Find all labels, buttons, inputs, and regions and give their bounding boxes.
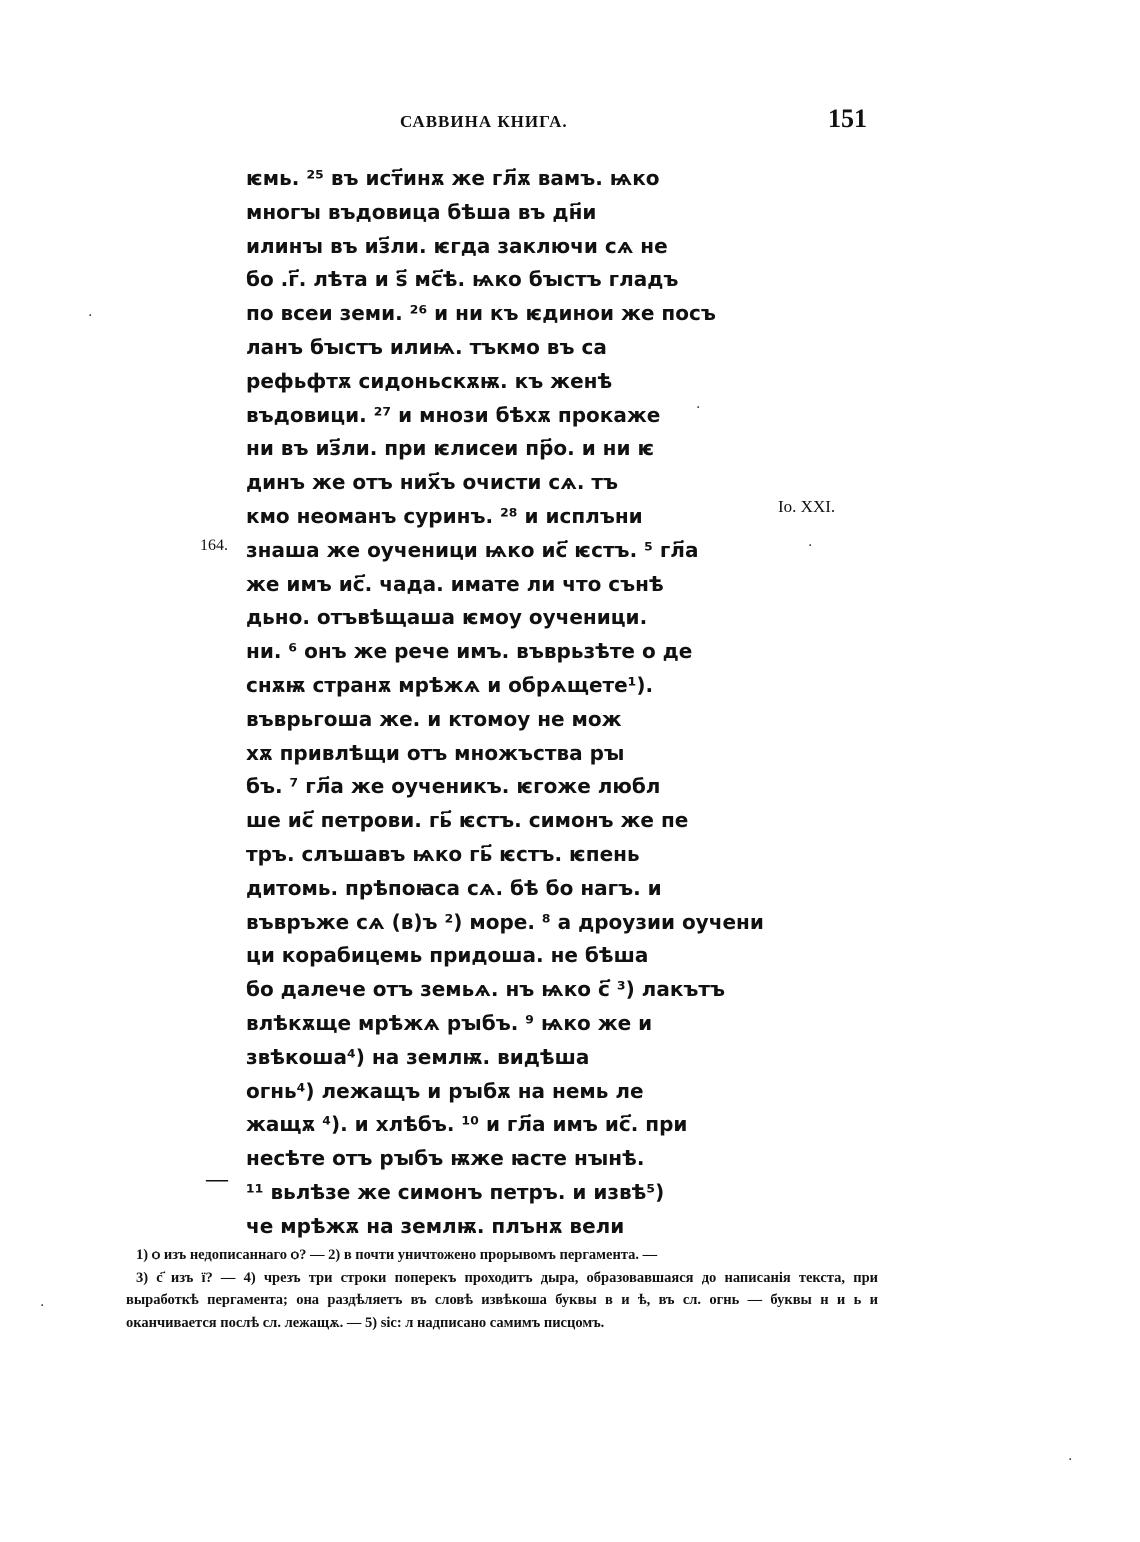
text-line: бо далече отъ земьѧ. нъ ѩко с҃ ³) лакътъ <box>246 977 726 1002</box>
text-line: дьно. отъвѣщаша ѥмоу оученици. <box>246 605 648 630</box>
text-line: въвръже сѧ (в)ъ ²) море. ⁸ а дроузии оучени <box>246 909 764 934</box>
text-line: ци корабицемь придоша. не бѣша <box>246 943 649 968</box>
text-line: ланъ бꙑстъ илиѩ. тъкмо въ са <box>246 334 607 359</box>
text-line: же имъ ис҃. чада. имате ли что сънѣ <box>246 571 664 596</box>
text-line: ¹¹ вьлѣзе же симонъ петръ. и извѣ⁵) <box>246 1179 665 1204</box>
footnote: 3) с҃ изъ ї? — 4) чрезъ три строки поперекъ проходитъ дыра, образовавшаяся до написанія текста, при выработкѣ пергамента; она раздѣляетъ въ словѣ извѣкоша буквы в и ѣ, въ сл. огнь — буквы н и ь и оканчивается послѣ сл. лежащѫ. — 5) sic: л надписано самимъ писцомъ. <box>126 1269 878 1331</box>
text-line: ни въ из҃ли. при ѥлисеи пр҃о. и ни ѥ <box>246 436 655 461</box>
text-line: несѣте отъ рꙑбъ ѭже ꙗсте нꙑнѣ. <box>246 1146 645 1171</box>
text-line: знаша же оученици ѩко ис҃ ѥстъ. ⁵ гл҃а <box>246 537 699 562</box>
text-line: че мрѣжѫ на землѭ. плънѫ вели <box>246 1213 625 1238</box>
running-head: САВВИНА КНИГА. <box>400 112 568 131</box>
text-line: жащѫ ⁴). и хлѣбъ. ¹⁰ и гл҃а имъ ис҃. при <box>246 1112 688 1137</box>
scan-speck: · <box>88 308 93 324</box>
text-line: въврьгоша же. и ктомоу не мож <box>246 706 622 731</box>
footnote: 1) ѻ изъ недописаннаго ѻ? — 2) в почти уничтожено прорывомъ пергамента. — <box>136 1247 658 1263</box>
text-line: тръ. слъшавъ ѩко гь҃ ѥстъ. ѥпень <box>246 841 640 866</box>
text-line: динъ же отъ них҃ъ очисти сѧ. тъ <box>246 470 619 495</box>
manuscript-line-marker: 164. <box>200 537 228 554</box>
text-line: ни. ⁶ онъ же рече имъ. въврьзѣте о де <box>246 639 693 664</box>
scan-speck: · <box>1068 1452 1073 1468</box>
text-line: бо .г҃. лѣта и ѕ҃ мс҃ѣ. ѩко бꙑстъ гладъ <box>246 267 679 292</box>
text-line: по всеи земи. ²⁶ и ни къ ѥдинои же посъ <box>246 301 716 326</box>
text-line: ѥмь. ²⁵ въ ист҃инѫ же гл҃ѫ вамъ. ѩко <box>246 166 660 190</box>
scan-speck: · <box>808 538 813 554</box>
text-line: ше ис҃ петрови. гь҃ ѥстъ. симонъ же пе <box>246 808 689 833</box>
text-line: многꙑ въдовица бѣша въ дн҃и <box>246 199 597 224</box>
text-line: бъ. ⁷ гл҃а же оученикъ. ѥгоже любл <box>246 774 661 799</box>
scan-speck: · <box>696 400 701 416</box>
text-line: влѣкѫще мрѣжѧ рꙑбъ. ⁹ ѩко же и <box>246 1010 653 1035</box>
text-line: звѣкоша⁴) на землѭ. видѣша <box>246 1044 590 1069</box>
text-line: снѫѭ странѫ мрѣжѧ и обрѧщете¹). <box>246 672 654 697</box>
text-line: дитомь. прѣпоꙗса сѧ. бѣ бо нагъ. и <box>246 875 662 900</box>
text-line: хѫ привлѣщи отъ множъства рꙑ <box>246 740 625 765</box>
text-line: рефьфтѫ сидоньскѫѭ. къ женѣ <box>246 368 613 393</box>
text-line: илинꙑ въ из҃ли. ѥгда заключи сѧ не <box>246 233 668 258</box>
footnotes <box>126 1244 878 1334</box>
text-line: кмо неоманъ суринъ. ²⁸ и исплъни <box>246 503 643 528</box>
margin-reference: Io. XXI. <box>778 497 836 516</box>
page-number: 151 <box>828 104 867 133</box>
main-text <box>246 162 764 1244</box>
dash-marker: — <box>206 1166 228 1191</box>
scan-speck: · <box>40 1298 45 1314</box>
text-line: огнь⁴) лежащъ и рꙑбѫ на немь ле <box>246 1078 644 1103</box>
text-line: въдовици. ²⁷ и мнози бѣхѫ прокаже <box>246 402 661 427</box>
